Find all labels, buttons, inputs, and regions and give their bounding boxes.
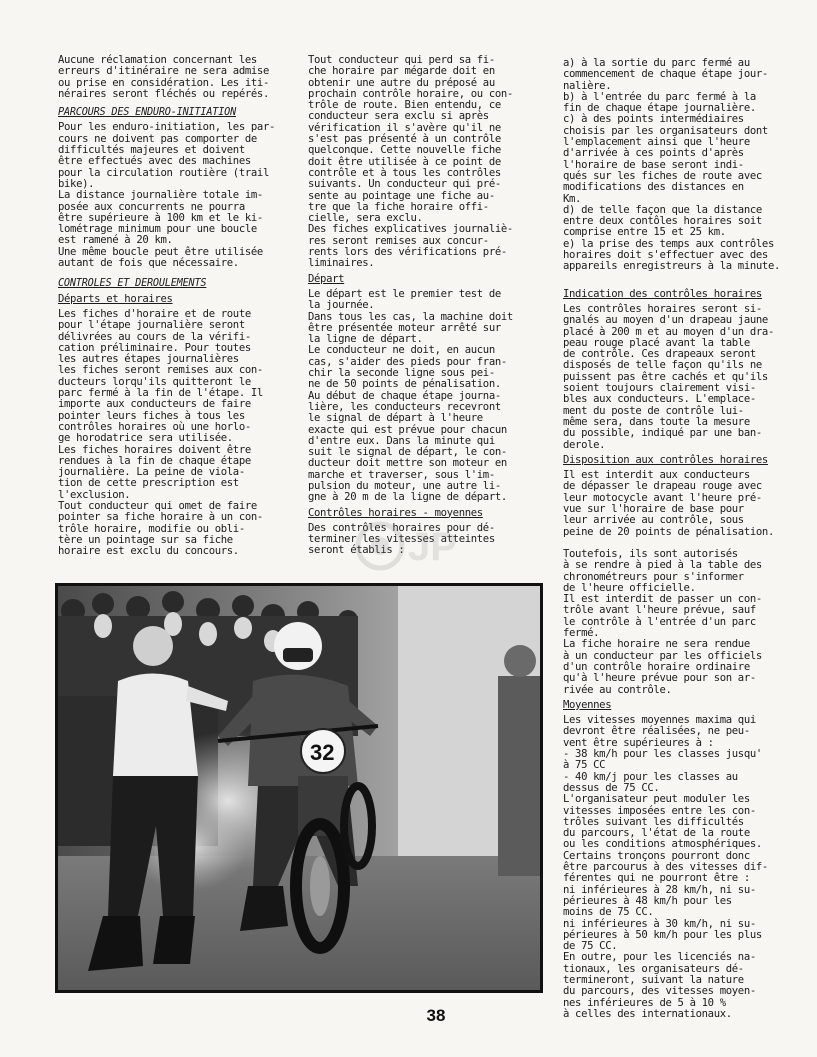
bib-number: 32 xyxy=(310,740,335,765)
section-heading: Départs et horaires xyxy=(58,292,173,305)
paragraph: Des contrôles horaires pour dé- terminer les vitesses atteintes seront établis : xyxy=(308,521,495,557)
section-heading: Indication des contrôles horaires xyxy=(563,287,762,300)
paragraph: Il est interdit aux conducteurs de dépasser le drapeau rouge avec leur motocycle avant l'heure pré- vue sur l'horaire de base pour leur arrivée au contrôle, sous peine de 20 points de pénalisation. xyxy=(563,469,774,538)
page-number: 38 xyxy=(426,1006,446,1025)
section-subheading: CONTROLES ET DEROULEMENTS xyxy=(58,278,207,290)
paragraph: Tout conducteur qui perd sa fi- che horaire par mégarde doit en obtenir une autre du préposé au prochain contrôle horaire, ou con- trôle de route. Bien entendu, ce conducteur sera exclu si après vérification il s'avère qu'il ne s'est pas présenté à un contrôle quelconque. Cette nouvelle fiche doit être utilisée à ce point de contrôle et à tous les contrôles suivants. Un conducteur qui pré- sente au pointage une fiche au- tre que la fiche horaire offi- cielle, sera exclu. Des fiches explicatives journaliè- res seront remises aux concur- rents lors des vérifications pré- liminaires. xyxy=(308,54,513,270)
paragraph: Les fiches d'horaire et de route pour l'étape journalière seront délivrées au cours de la vérifi- cation préliminaire. Pour toutes les autres étapes journalières les fiches seront remises aux con- ducteurs lorqu'ils quitteront le parc fermé à la fin de l'étape. Il importe aux conducteurs de faire pointer leurs fiches à tous les contrôles horaires où une horlo- ge horodatrice sera utilisée. Les fiches horaires doivent être rendues à la fin de chaque étape journalière. La peine de viola- tion de cette prescription est l'exclusion. Tout conducteur qui omet de faire pointer sa fiche horaire à un con- trôle horaire, modifie ou obli- tère un pointage sur sa fiche horaire est exclu du concours. xyxy=(58,307,263,558)
paragraph: Pour les enduro-initiation, les par- cours ne doivent pas comporter de difficultés majeures et doivent être effectués avec des machines pour la circulation routière (trail bike). La distance journalière totale im- posée aux concurrents ne pourra être supérieure à 100 km et le ki- lométrage minimum pour une boucle est ramené à 20 km. Une même boucle peut être utilisée autant de fois que nécessaire. xyxy=(58,121,276,270)
text-column-middle xyxy=(308,55,538,557)
paragraph: Toutefois, ils sont autorisés à se rendre à pied à la table des chronométreurs pour s'informer de l'heure officielle. Il est interdit de passer un con- trôle avant l'heure prévue, sauf le contrôle à l'entrée d'un parc fermé. La fiche horaire ne sera rendue à un conducteur par les officiels d'un contrôle horaire ordinaire qu'à l'heure prévue pour son ar- rivée au contrôle. xyxy=(563,548,762,696)
watermark-text: JP xyxy=(408,525,457,569)
paragraph: Aucune réclamation concernant les erreurs d'itinéraire ne sera admise ou prise en considération. Les iti- néraires seront fléchés ou repérés. xyxy=(58,54,269,100)
section-heading: Disposition aux contrôles horaires xyxy=(563,453,768,466)
section-heading: Départ xyxy=(308,272,345,285)
section-heading: Contrôles horaires - moyennes xyxy=(308,506,483,519)
section-subheading: PARCOURS DES ENDURO-INITIATION xyxy=(58,107,237,119)
motorcycle-start-photo xyxy=(55,583,543,993)
paragraph: Les contrôles horaires seront si- gnalés au moyen d'un drapeau jaune placé à 200 m et au moyen d'un dra- peau rouge placé avant la table de contrôle. Ces drapeaux seront disposés de telle façon qu'ils ne puissent pas être cachés et qu'ils soient toujours clairement visi- bles aux conducteurs. L'emplace- ment du poste de contrôle lui- même sera, dans toute la mesure du possible, indiqué par une ban- derole. xyxy=(563,302,774,451)
paragraph: a) à la sortie du parc fermé au commencement de chaque étape jour- nalière. b) à l'entrée du parc fermé à la fin de chaque étape journalière. c) à des points intermédiaires choisis par les organisateurs dont l'emplacement ainsi que l'heure d'arrivée à ces points d'après l'horaire de base seront indi- qués sur les fiches de route avec modifications des distances en Km. d) de telle façon que la distance entre deux contôles horaires soit comprise entre 15 et 25 km. e) la prise des temps aux contrôles horaires doit s'effectuer avec des appareils enregistreurs à la minute. xyxy=(563,57,781,273)
text-column-right-bottom xyxy=(563,549,793,1020)
text-column-left xyxy=(58,55,286,557)
watermark-logo xyxy=(350,512,460,574)
section-heading: Moyennes xyxy=(563,698,612,711)
text-column-right-top xyxy=(563,58,793,538)
paragraph: Le départ est le premier test de la journée. Dans tous les cas, la machine doit être présentée moteur arrêté sur la ligne de départ. Le conducteur ne doit, en aucun cas, s'aider des pieds pour fran- chir la seconde ligne sous pei- ne de 50 points de pénalisation. Au début de chaque étape journa- lière, les conducteurs recevront le signal de départ à l'heure exacte qui est prévue pour chacun d'entre eux. Dans la minute qui suit le signal de départ, le con- ducteur doit mettre son moteur en marche et traverser, sous l'im- pulsion du moteur, une autre li- gne à 20 m de la ligne de départ. xyxy=(308,287,513,504)
paragraph: Les vitesses moyennes maxima qui devront être réalisées, ne peu- vent être supérieures à : - 38 km/h pour les classes jusqu' à 75 CC - 40 km/j pour les classes au dessus de 75 CC. L'organisateur peut moduler les vitesses imposées entre les con- trôles suivant les difficultés du parcours, l'état de la route ou les conditions atmosphériques. Certains tronçons pourront donc être parcourus à des vitesses dif- férentes qui ne pourront être : ni inférieures à 28 km/h, ni su- périeures à 48 km/h pour les moins de 75 CC. ni inférieures à 30 km/h, ni su- périeures à 50 km/h pour les plus de 75 CC. En outre, pour les licenciés na- tionaux, les organisateurs dé- termineront, suivant la nature du parcours, des vitesses moyen- nes inférieures de 5 à 10 % à celles des internationaux. xyxy=(563,714,768,1020)
photo-illustration xyxy=(58,586,540,990)
